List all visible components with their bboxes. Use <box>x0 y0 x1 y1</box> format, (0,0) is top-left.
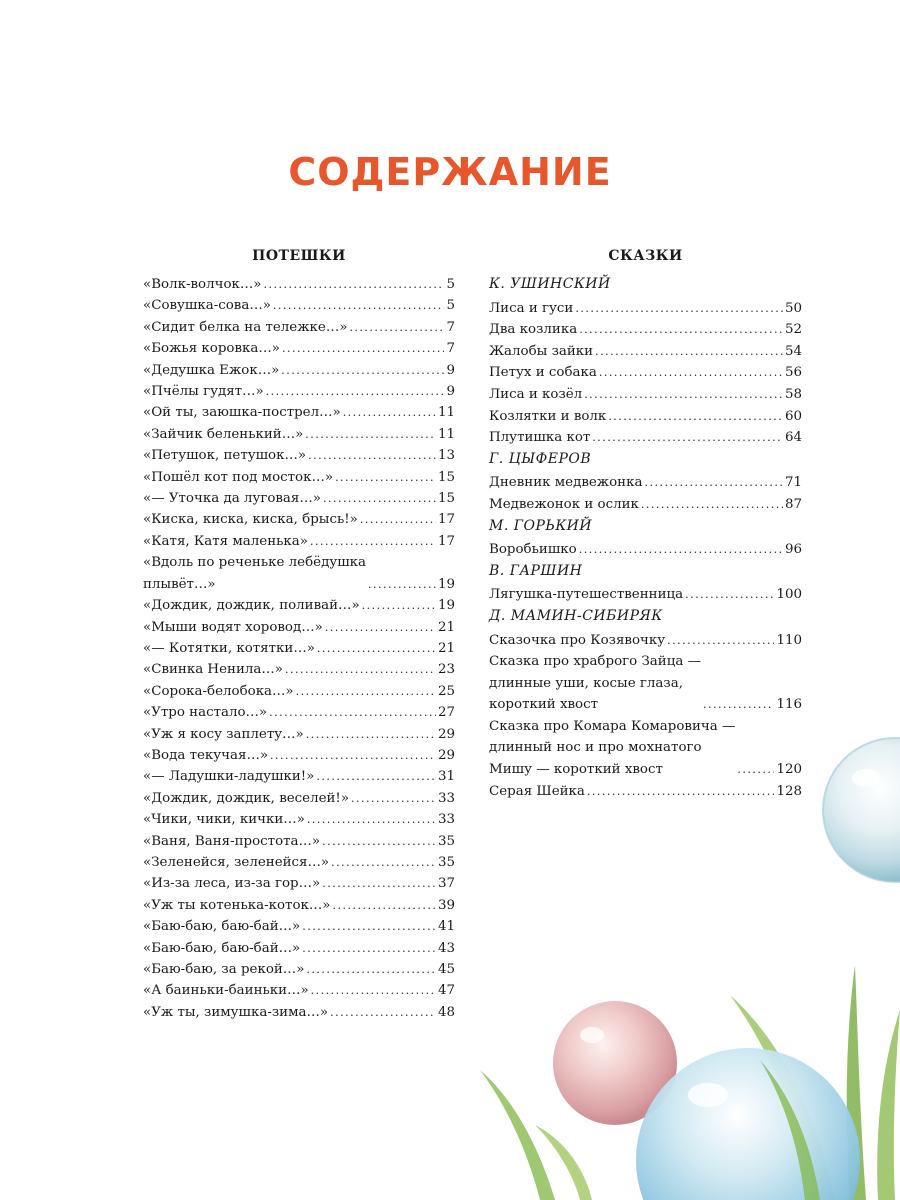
page-number: 60 <box>784 408 802 424</box>
author-name: М. ГОРЬКИЙ <box>489 517 593 534</box>
toc-entry <box>143 724 455 745</box>
page-number: 56 <box>784 365 802 381</box>
dot-leader <box>608 406 783 428</box>
toc-entry <box>489 298 802 320</box>
dot-leader <box>330 1002 436 1023</box>
toc-entry <box>143 681 455 702</box>
toc-entry <box>143 1002 455 1023</box>
toc-entry <box>143 873 455 894</box>
page-title: СОДЕРЖАНИЕ <box>288 150 612 194</box>
page-number: 33 <box>437 790 455 806</box>
page-number: 100 <box>776 587 802 603</box>
toc-entry <box>143 274 455 295</box>
page-number: 29 <box>437 747 455 763</box>
toc-entry <box>143 467 455 488</box>
toc-entry <box>143 916 455 937</box>
entry-title: «Утро настало…» <box>143 705 268 721</box>
dot-leader <box>331 852 436 873</box>
entry-title: «Совушка-сова…» <box>143 298 271 314</box>
page-number: 7 <box>446 341 455 357</box>
toc-entry <box>489 630 802 652</box>
dot-leader <box>360 509 436 530</box>
page-number: 120 <box>776 762 802 778</box>
entry-title: Петух и собака <box>489 365 597 381</box>
entry-title: «Зайчик беленький…» <box>143 426 304 442</box>
entry-title: Козлятки и волк <box>489 408 607 424</box>
page-number: 35 <box>437 833 455 849</box>
toc-entry <box>143 702 455 723</box>
author-group <box>489 606 802 802</box>
dot-leader <box>302 916 436 937</box>
dot-leader <box>296 681 436 702</box>
dot-leader <box>362 595 436 616</box>
entry-title: Серая Шейка <box>489 783 585 799</box>
toc-entry <box>489 362 802 384</box>
entry-title: «Вдоль по реченьке лебёдушка плывёт…» <box>143 555 367 592</box>
page-number: 19 <box>437 576 455 592</box>
author-name: Д. МАМИН-СИБИРЯК <box>489 607 663 624</box>
dot-leader <box>644 472 782 494</box>
toc-entry <box>143 745 455 766</box>
bubble-right <box>823 738 900 882</box>
entry-title: «Зеленейся, зеленейся…» <box>143 854 330 870</box>
page-number: 96 <box>784 542 802 558</box>
toc-column-poteshki <box>143 248 455 1023</box>
author-name: В. ГАРШИН <box>489 562 583 579</box>
toc-entry <box>143 360 455 381</box>
dot-leader <box>322 831 436 852</box>
page-number: 25 <box>437 683 455 699</box>
entry-title: «Чики, чики, кички…» <box>143 812 305 828</box>
dot-leader <box>281 360 444 381</box>
entry-title: «Баю-баю, баю-бай…» <box>143 940 301 956</box>
entry-title: «Катя, Катя маленька» <box>143 533 308 549</box>
toc-entry <box>143 938 455 959</box>
toc-entry <box>143 766 455 787</box>
author-name: Г. ЦЫФЕРОВ <box>489 450 592 467</box>
dot-leader <box>667 630 774 652</box>
entry-title: «Божья коровка…» <box>143 341 280 357</box>
entry-title: Лягушка-путешественница <box>489 587 684 603</box>
page-number: 11 <box>437 405 455 421</box>
dot-leader <box>302 938 436 959</box>
page-number: 116 <box>776 697 802 713</box>
entry-title: Плутишка кот <box>489 430 591 446</box>
page-number: 17 <box>437 533 455 549</box>
page-number: 58 <box>784 386 802 402</box>
page-number: 128 <box>776 783 802 799</box>
entry-title: Сказка про храброго Зайца — длинные уши, косые глаза, короткий хвост <box>489 654 701 713</box>
dot-leader <box>703 694 774 716</box>
page-number: 19 <box>437 598 455 614</box>
dot-leader <box>335 467 436 488</box>
toc-entry <box>489 406 802 428</box>
dot-leader <box>269 702 436 723</box>
dot-leader <box>595 341 783 363</box>
toc-list-skazki <box>489 274 802 802</box>
page-number: 13 <box>437 448 455 464</box>
page-number: 87 <box>784 496 802 512</box>
entry-title: «— Уточка да луговая…» <box>143 491 321 507</box>
page-number: 41 <box>437 919 455 935</box>
toc-entry <box>489 781 802 803</box>
author-group <box>489 516 802 561</box>
entry-title: «— Ладушки-ладушки!» <box>143 769 315 785</box>
dot-leader <box>343 402 436 423</box>
toc-entry <box>143 338 455 359</box>
page-number: 5 <box>446 298 455 314</box>
page-number: 71 <box>784 475 802 491</box>
dot-leader <box>641 494 783 516</box>
toc-entry <box>489 651 802 716</box>
entry-title: Воробьишко <box>489 542 577 558</box>
dot-leader <box>306 959 436 980</box>
dot-leader <box>592 427 783 449</box>
dot-leader <box>311 980 436 1001</box>
page-number: 11 <box>437 426 455 442</box>
page-number: 5 <box>446 277 455 292</box>
page-number: 15 <box>437 491 455 507</box>
entry-title: «Уж я косу заплету…» <box>143 726 304 742</box>
entry-title: «Дедушка Ежок…» <box>143 362 280 378</box>
entry-title: «— Котятки, котятки…» <box>143 640 315 656</box>
toc-entry <box>143 531 455 552</box>
entry-title: Медвежонок и ослик <box>489 496 639 512</box>
dot-leader <box>332 895 435 916</box>
dot-leader <box>285 659 436 680</box>
entry-title: «Сорока-белобока…» <box>143 683 294 699</box>
entry-title: «Ой ты, заюшка-пострел…» <box>143 405 341 421</box>
dot-leader <box>308 445 436 466</box>
toc-entry <box>489 319 802 341</box>
toc-entry <box>489 341 802 363</box>
toc-entry <box>143 809 455 830</box>
entry-title: «Баю-баю, за рекой…» <box>143 962 305 977</box>
toc-entry <box>143 831 455 852</box>
page-number: 33 <box>437 812 455 828</box>
toc-entry <box>143 402 455 423</box>
toc-entry <box>143 595 455 616</box>
entry-title: «Волк-волчок…» <box>143 277 262 292</box>
dot-leader <box>325 617 436 638</box>
page-number: 39 <box>437 897 455 913</box>
toc-entry <box>143 852 455 873</box>
entry-title: Сказка про Комара Комаровича — длинный нос и про мохнатого Мишу — короткий хвост <box>489 718 736 778</box>
page-number: 9 <box>446 362 455 378</box>
author-group <box>489 449 802 516</box>
entry-title: «Пошёл кот под мосток…» <box>143 469 334 485</box>
page-number: 21 <box>437 640 455 656</box>
toc-entry <box>489 716 802 781</box>
toc-entry <box>489 494 802 516</box>
section-heading-poteshki: ПОТЕШКИ <box>252 248 346 264</box>
dot-leader <box>270 745 436 766</box>
page-number: 35 <box>437 854 455 870</box>
toc-entry <box>143 424 455 445</box>
toc-entry <box>143 980 455 1001</box>
toc-entry <box>143 381 455 402</box>
dot-leader <box>316 766 436 787</box>
entry-title: «Сидит белка на тележке…» <box>143 319 348 335</box>
page-number: 27 <box>437 705 455 721</box>
entry-title: «Пчёлы гудят…» <box>143 384 264 400</box>
dot-leader <box>322 873 436 894</box>
page-number: 45 <box>437 962 455 977</box>
page-number: 50 <box>784 300 802 316</box>
dot-leader <box>317 638 436 659</box>
toc-entry <box>489 472 802 494</box>
toc-entry <box>143 488 455 509</box>
toc-entry <box>489 539 802 561</box>
entry-title: «Мыши водят хоровод…» <box>143 619 323 635</box>
toc-entry <box>143 445 455 466</box>
toc-entry <box>143 895 455 916</box>
entry-title: «Ваня, Ваня-простота…» <box>143 833 321 849</box>
page-number: 64 <box>784 430 802 446</box>
toc-entry <box>143 295 455 316</box>
dot-leader <box>737 759 774 781</box>
toc-entry <box>143 659 455 680</box>
dot-leader <box>351 788 436 809</box>
page-number: 17 <box>437 512 455 528</box>
toc-entry <box>143 552 455 595</box>
dot-leader <box>266 381 445 402</box>
dot-leader <box>305 424 436 445</box>
entry-title: Лиса и гуси <box>489 300 574 316</box>
dot-leader <box>349 317 444 338</box>
entry-title: «Уж ты, зимушка-зима…» <box>143 1004 329 1020</box>
entry-title: «Баю-баю, баю-бай…» <box>143 919 301 935</box>
dot-leader <box>575 298 783 320</box>
dot-leader <box>263 274 444 295</box>
toc-entry <box>143 617 455 638</box>
dot-leader <box>273 295 445 316</box>
page-number: 21 <box>437 619 455 635</box>
toc-entry <box>489 427 802 449</box>
entry-title: Два козлика <box>489 322 578 338</box>
page-number: 7 <box>446 319 455 335</box>
dot-leader <box>282 338 445 359</box>
toc-entry <box>143 317 455 338</box>
entry-title: Жалобы зайки <box>489 343 594 359</box>
page-number: 47 <box>437 983 455 999</box>
page-number: 31 <box>437 769 455 785</box>
dot-leader <box>306 724 436 745</box>
dot-leader <box>599 362 783 384</box>
page-number: 9 <box>446 384 455 400</box>
entry-title: «Петушок, петушок…» <box>143 448 307 464</box>
entry-title: «Дождик, дождик, веселей!» <box>143 790 350 806</box>
author-group <box>489 274 802 449</box>
page-number: 52 <box>784 322 802 338</box>
toc-list-poteshki <box>143 274 455 1023</box>
dot-leader <box>307 809 436 830</box>
page-number: 48 <box>437 1004 455 1020</box>
toc-entry <box>143 959 455 980</box>
dot-leader <box>685 584 774 606</box>
entry-title: «Уж ты котенька-коток…» <box>143 897 331 913</box>
entry-title: Лиса и козёл <box>489 386 583 402</box>
author-group <box>489 561 802 606</box>
page-number: 54 <box>784 343 802 359</box>
author-name: К. УШИНСКИЙ <box>489 276 611 292</box>
page-number: 37 <box>437 876 455 892</box>
page-number: 43 <box>437 940 455 956</box>
dot-leader <box>579 539 783 561</box>
dot-leader <box>587 781 775 803</box>
dot-leader <box>323 488 436 509</box>
toc-entry <box>489 584 802 606</box>
toc-entry <box>143 509 455 530</box>
entry-title: «Дождик, дождик, поливай…» <box>143 598 360 614</box>
entry-title: Сказочка про Козявочку <box>489 632 666 648</box>
entry-title: «Свинка Ненила…» <box>143 662 283 678</box>
page-number: 15 <box>437 469 455 485</box>
entry-title: «Киска, киска, киска, брысь!» <box>143 512 358 528</box>
page-number: 29 <box>437 726 455 742</box>
dot-leader <box>579 319 783 341</box>
toc-entry <box>143 638 455 659</box>
toc-entry <box>489 384 802 406</box>
entry-title: «А баиньки-баиньки…» <box>143 983 309 999</box>
toc-entry <box>143 788 455 809</box>
entry-title: Дневник медвежонка <box>489 475 643 491</box>
dot-leader <box>584 384 783 406</box>
dot-leader <box>368 574 436 595</box>
page-number: 110 <box>776 632 802 648</box>
entry-title: «Из-за леса, из-за гор…» <box>143 876 321 892</box>
dot-leader <box>310 531 436 552</box>
page-number: 23 <box>437 662 455 678</box>
section-heading-skazki: СКАЗКИ <box>608 248 683 264</box>
toc-column-skazki <box>489 248 802 802</box>
entry-title: «Вода текучая…» <box>143 747 269 763</box>
